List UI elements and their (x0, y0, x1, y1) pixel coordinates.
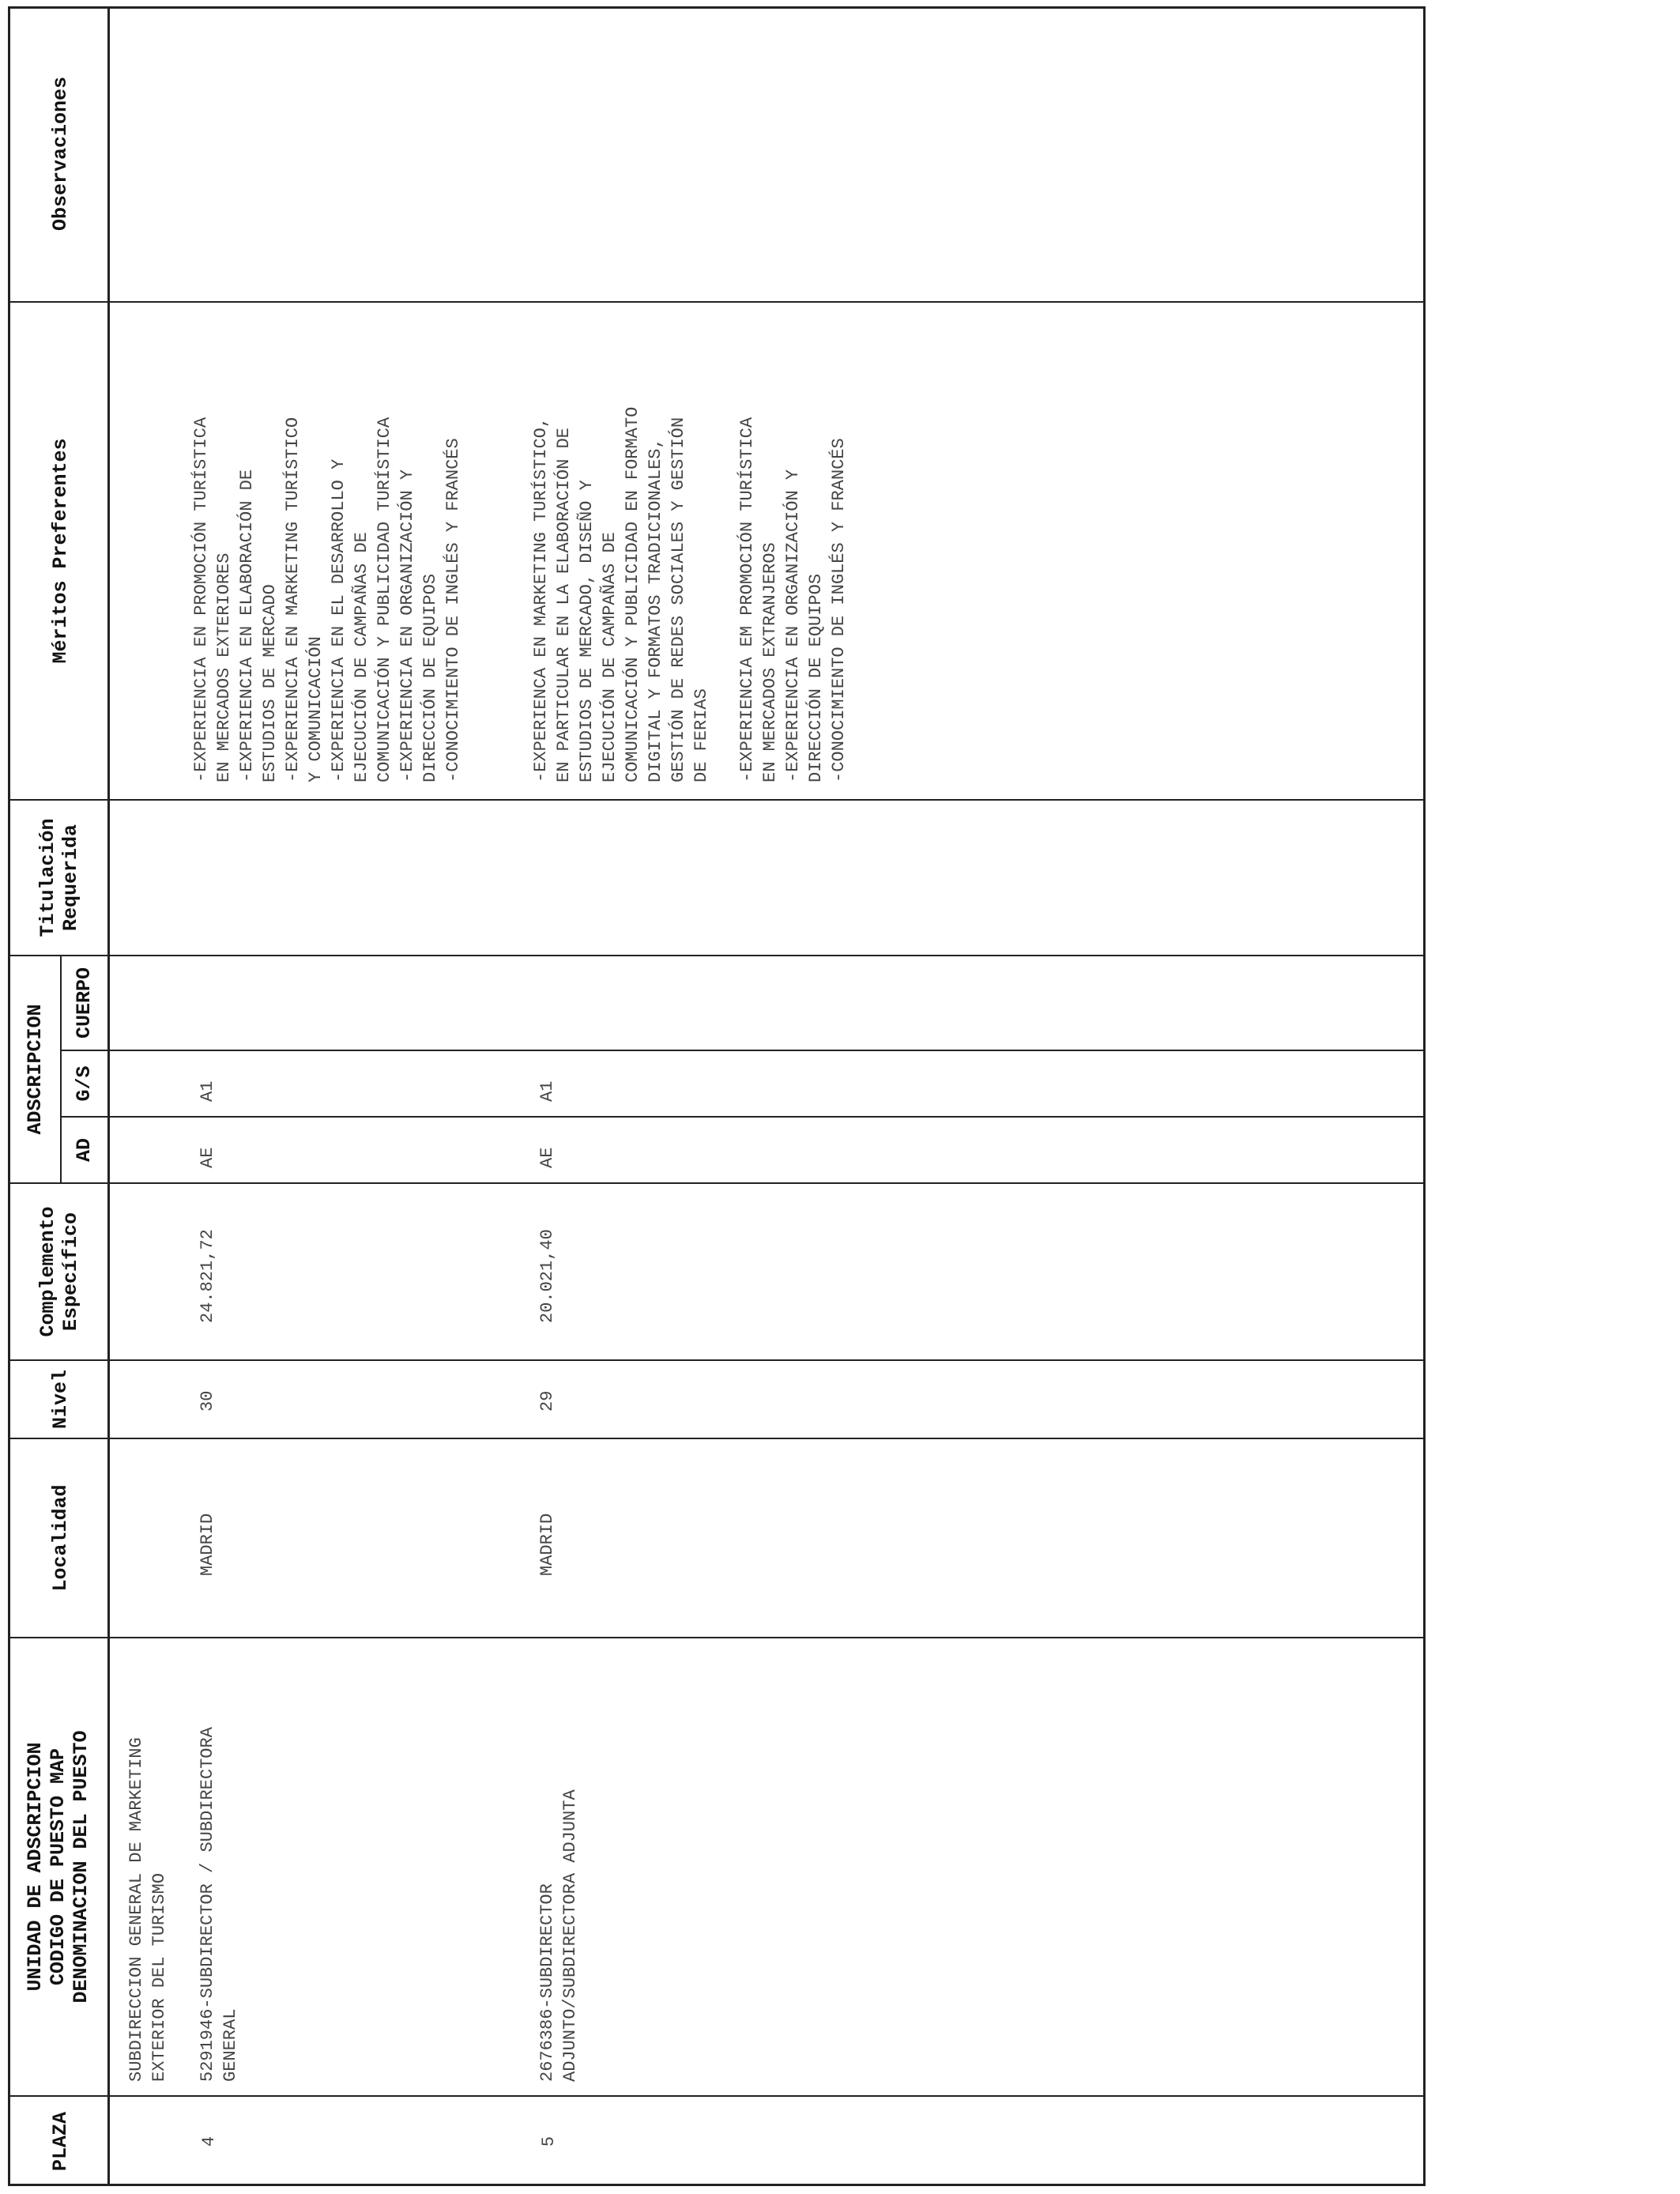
header-plaza: PLAZA (49, 2112, 72, 2172)
row2-complemento: 20.021,40 (537, 1229, 557, 1323)
header-ad: AD (73, 1138, 96, 1163)
row1-plaza: 4 (199, 2136, 219, 2147)
header-observaciones: Observaciones (49, 76, 72, 232)
col-divider (8, 1438, 1426, 1439)
header-gs: G/S (73, 1065, 96, 1102)
row1-gs: A1 (198, 1080, 217, 1102)
row1-complemento: 24.821,72 (198, 1229, 217, 1323)
row1-ad: AE (198, 1147, 217, 1168)
header-cuerpo: CUERPO (73, 967, 96, 1039)
col-divider (8, 955, 1426, 956)
col-divider (8, 301, 1426, 303)
col-divider (60, 1116, 1426, 1118)
col-divider (8, 799, 1426, 801)
header-meritos: Méritos Preferentes (49, 438, 72, 664)
row2-gs: A1 (537, 1080, 557, 1102)
header-titulacion: Titulación Requerida (36, 818, 82, 937)
row2-puesto: 2676386-SUBDIRECTOR ADJUNTO/SUBDIRECTORA ADJUNTA (537, 1789, 580, 2082)
row2-localidad: MADRID (537, 1513, 557, 1576)
col-divider (8, 1359, 1426, 1361)
header-unidad: UNIDAD DE ADSCRIPCION CODIGO DE PUESTO MAP DENOMINACION DEL PUESTO (24, 1730, 92, 2004)
row2-plaza: 5 (539, 2136, 559, 2147)
header-divider (107, 6, 110, 2186)
col-divider (8, 1182, 1426, 1184)
header-nivel: Nivel (49, 1370, 72, 1430)
col-divider (60, 1050, 1426, 1051)
adscripcion-subheader-line (60, 956, 62, 1184)
row2-nivel: 29 (537, 1390, 557, 1412)
row1-localidad: MADRID (198, 1513, 217, 1576)
col-divider (8, 2095, 1426, 2097)
row1-unidad: SUBDIRECCION GENERAL DE MARKETING EXTERIOR DEL TURISMO (126, 1737, 169, 2082)
header-localidad: Localidad (49, 1484, 72, 1592)
row1-puesto: 5291946-SUBDIRECTOR / SUBDIRECTORA GENERAL (198, 1727, 240, 2082)
row2-ad: AE (537, 1147, 557, 1168)
row1-nivel: 30 (198, 1390, 217, 1412)
col-divider (8, 1637, 1426, 1638)
header-complemento: Complemento Específico (36, 1206, 82, 1337)
row2-meritos: -EXPERIENCA EN MARKETING TURÍSTICO, EN PARTICULAR EN LA ELABORACIÓN DE ESTUDIOS DE MERCADO, DISEÑO Y EJECUCIÓN DE CAMPAÑAS DE COMUNICACIÓN Y PUBLICIDAD EN FORMATO DIGITAL Y FORMATOS TRADICIONALES, GESTIÓN DE REDES SOCIALES Y GESTIÓN DE FERIAS -EXPERIENCIA EM PROMOCIÓN TURÍSTICA EN MERCADOS EXTRANJEROS -EXPERIENCIA EN ORGANIZACIÓN Y DIRECCIÓN DE EQUIPOS -CONOCIMIENTO DE INGLÉS Y FRANCÉS (531, 406, 849, 782)
row1-meritos: -EXPERIENCIA EN PROMOCIÓN TURÍSTICA EN MERCADOS EXTERIORES -EXPERIENCIA EN ELABORACIÓN DE ESTUDIOS DE MERCADO -EXPERIENCIA EN MARKETING TURÍSTICO Y COMUNICACIÓN -EXPERIENCIA EN EL DESARROLLO Y EJECUCIÓN DE CAMPAÑAS DE COMUNICACIÓN Y PUBLICIDAD TURÍSTICA -EXPERIENCIA EN ORGANIZACIÓN Y DIRECCIÓN DE EQUIPOS -CONOCIMIENTO DE INGLÉS Y FRANCÉS (191, 417, 463, 782)
header-adscripcion: ADSCRIPCION (24, 1004, 47, 1135)
